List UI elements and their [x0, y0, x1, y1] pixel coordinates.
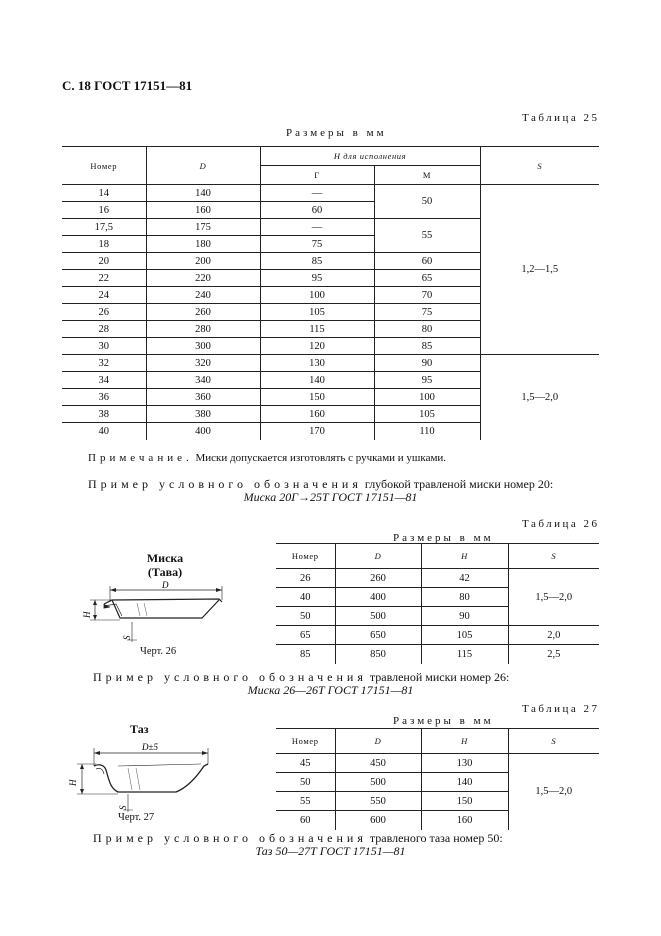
cell-h: 160 [421, 811, 508, 830]
example-3-designation: Таз 50—27Т ГОСТ 17151—81 [255, 844, 406, 858]
table-26-label: Таблица 26 [522, 518, 600, 530]
cell-nomer: 18 [62, 236, 146, 253]
cell-h-g: 140 [260, 372, 374, 389]
figure-26-title-line1: Миска [146, 551, 184, 565]
cell-h-g: 150 [260, 389, 374, 406]
t27-col-header-d: D [335, 729, 421, 754]
cell-h-m: 110 [374, 423, 480, 440]
col-header-h-group: H для исполнения [260, 147, 480, 166]
t26-col-header-nomer: Номер [291, 551, 319, 561]
cell-d: 260 [335, 569, 421, 588]
cell-nomer: 36 [62, 389, 146, 406]
example-3-text: травленого таза номер 50: [369, 831, 503, 845]
example-1-text: глубокой травленой миски номер 20: [364, 477, 554, 491]
cell-nomer: 34 [62, 372, 146, 389]
cell-d: 500 [335, 607, 421, 626]
cell-d: 260 [146, 304, 260, 321]
cell-nomer: 22 [62, 270, 146, 287]
figure-27-h-label: H [68, 779, 78, 786]
cell-h-m: 90 [374, 355, 480, 372]
cell-h: 140 [421, 773, 508, 792]
cell-h-g: 85 [260, 253, 374, 270]
cell-d: 240 [146, 287, 260, 304]
figure-26-title [125, 551, 205, 579]
cell-d: 400 [335, 588, 421, 607]
cell-d: 550 [335, 792, 421, 811]
note-text: Миски допускается изготовлять с ручками и ушками. [195, 452, 447, 464]
figure-26-caption: Черт. 26 [140, 646, 177, 657]
table-27-label: Таблица 27 [522, 703, 600, 715]
figure-27-caption: Черт. 27 [118, 812, 155, 823]
cell-nomer: 24 [62, 287, 146, 304]
cell-s: 1,5—2,0 [480, 355, 599, 440]
table-row [62, 185, 599, 202]
cell-h-g: 95 [260, 270, 374, 287]
cell-nomer: 20 [62, 253, 146, 270]
table-25-label: Таблица 25 [522, 112, 600, 124]
example-1-designation: Миска 20Г→25Т ГОСТ 17151—81 [243, 490, 418, 504]
t27-col-header-h: H [421, 729, 508, 754]
cell-h-m: 65 [374, 270, 480, 287]
cell-h-g: — [260, 219, 374, 236]
cell-d: 500 [335, 773, 421, 792]
figure-26-h-label: H [82, 611, 92, 618]
col-header-g: Г [260, 166, 374, 185]
cell-d: 380 [146, 406, 260, 423]
cell-nomer: 50 [276, 773, 335, 792]
cell-h-g: 115 [260, 321, 374, 338]
t27-col-header-s: S [508, 729, 599, 754]
page-header: С. 18 ГОСТ 17151—81 [62, 78, 193, 93]
cell-h-g: 130 [260, 355, 374, 372]
figure-27-d-label: D±5 [142, 742, 158, 752]
cell-nomer: 40 [276, 588, 335, 607]
cell-d: 400 [146, 423, 260, 440]
table-25-sizes-caption: Размеры в мм [286, 127, 387, 139]
cell-d: 280 [146, 321, 260, 338]
note-label: Примечание. [88, 452, 193, 464]
cell-nomer: 55 [276, 792, 335, 811]
cell-h-m: 60 [374, 253, 480, 270]
cell-h-m: 50 [374, 185, 480, 219]
cell-h-g: 60 [260, 202, 374, 219]
cell-d: 175 [146, 219, 260, 236]
cell-nomer: 60 [300, 814, 311, 826]
cell-h-m: 80 [374, 321, 480, 338]
table-row [62, 355, 599, 372]
figure-27-title: Таз [130, 722, 149, 736]
t27-col-header-nomer: Номер [291, 736, 319, 746]
table-25 [62, 146, 599, 440]
example-1-label: Пример условного обозначения [88, 477, 362, 491]
cell-h-g: 170 [260, 423, 374, 440]
figure-27-s-label: S [118, 805, 128, 810]
figure-26-s-label: S [122, 635, 132, 640]
figure-26-d-label: D [162, 580, 169, 590]
cell-d: 220 [146, 270, 260, 287]
cell-h-g: 120 [260, 338, 374, 355]
cell-h-m: 100 [374, 389, 480, 406]
table-row [276, 626, 599, 645]
cell-s: 2,0 [508, 626, 599, 645]
cell-h-m: 70 [374, 287, 480, 304]
cell-h-m: 85 [374, 338, 480, 355]
cell-s: 1,2—1,5 [480, 185, 599, 355]
table-row [276, 569, 599, 588]
cell-d: 200 [146, 253, 260, 270]
example-2-label: Пример условного обозначения [93, 670, 367, 684]
cell-nomer: 45 [276, 754, 335, 773]
cell-h: 105 [421, 626, 508, 645]
cell-h-g: 160 [260, 406, 374, 423]
cell-h-m: 105 [374, 406, 480, 423]
t26-col-header-s: S [508, 544, 599, 569]
figure-26-drawing [82, 578, 232, 648]
cell-d: 140 [146, 185, 260, 202]
cell-nomer: 14 [62, 185, 146, 202]
example-2-designation: Миска 26—26Т ГОСТ 17151—81 [247, 683, 414, 697]
cell-s: 1,5—2,0 [508, 569, 599, 626]
cell-nomer: 30 [62, 338, 146, 355]
col-header-s: S [480, 147, 599, 185]
col-header-d: D [146, 147, 260, 185]
cell-h-m: 95 [374, 372, 480, 389]
cell-nomer: 16 [62, 202, 146, 219]
cell-h-m: 55 [374, 219, 480, 253]
cell-nomer: 38 [62, 406, 146, 423]
cell-h: 130 [421, 754, 508, 773]
cell-nomer: 28 [62, 321, 146, 338]
cell-h-g: 105 [260, 304, 374, 321]
table-26 [276, 543, 599, 664]
cell-nomer: 50 [276, 607, 335, 626]
example-3-label: Пример условного обозначения [93, 831, 367, 845]
col-header-m: М [374, 166, 480, 185]
cell-nomer: 40 [98, 425, 109, 437]
example-2-text: травленой миски номер 26: [369, 670, 510, 684]
cell-nomer: 26 [276, 569, 335, 588]
cell-h: 42 [421, 569, 508, 588]
t26-col-header-d: D [335, 544, 421, 569]
table-26-sizes-caption: Размеры в мм [393, 532, 494, 544]
cell-d: 180 [146, 236, 260, 253]
cell-h: 115 [421, 645, 508, 664]
cell-nomer: 26 [62, 304, 146, 321]
table-25-note [88, 452, 446, 464]
cell-h: 80 [421, 588, 508, 607]
cell-d: 850 [335, 645, 421, 664]
t26-col-header-h: H [421, 544, 508, 569]
cell-h-g: — [260, 185, 374, 202]
cell-d: 320 [146, 355, 260, 372]
col-header-nomer: Номер [62, 147, 146, 185]
cell-nomer: 32 [62, 355, 146, 372]
cell-d: 360 [146, 389, 260, 406]
cell-d: 160 [146, 202, 260, 219]
cell-d: 450 [335, 754, 421, 773]
cell-h: 150 [421, 792, 508, 811]
cell-nomer: 85 [300, 648, 311, 660]
cell-h: 90 [421, 607, 508, 626]
cell-d: 650 [335, 626, 421, 645]
table-27-sizes-caption: Размеры в мм [393, 715, 494, 727]
cell-h-g: 100 [260, 287, 374, 304]
figure-27-drawing [68, 736, 218, 816]
table-row [276, 645, 599, 664]
cell-h-m: 75 [374, 304, 480, 321]
cell-d: 600 [335, 811, 421, 830]
cell-h-g: 75 [260, 236, 374, 253]
figure-26-title-line2: (Тава) [147, 565, 183, 579]
cell-s: 1,5—2,0 [508, 754, 599, 830]
cell-d: 300 [146, 338, 260, 355]
table-27 [276, 728, 599, 830]
table-row [276, 754, 599, 773]
cell-d: 340 [146, 372, 260, 389]
cell-nomer: 17,5 [62, 219, 146, 236]
cell-s: 2,5 [508, 645, 599, 664]
cell-nomer: 65 [276, 626, 335, 645]
